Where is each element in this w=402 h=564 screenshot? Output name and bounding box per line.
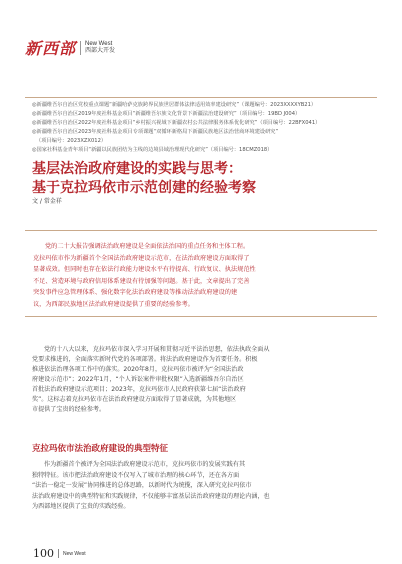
body-line: 党的十八大以来，克拉玛依市深入学习开展和贯彻习近平法治思想，依法执政全面从: [44, 346, 270, 353]
body-line: 法治政府建设中的典型特征和实践规律，不仅能够丰富基层法治政府建设的理论内涵，也: [32, 492, 270, 500]
page-footer: [33, 547, 86, 560]
abstract-line: 显著成效。但同时也存在依法行政能力建设水平有待提高、行政复议、执法规范性: [33, 266, 256, 273]
body-line: 作为新疆首个被评为全国法治政府建设示范市，克拉玛依市的发展实践有其: [44, 461, 246, 468]
section-heading: 克拉玛依市法治政府建设的典型特征: [32, 444, 169, 454]
abstract-line: 不足、营造环境与政府信用体系建设有待加强等问题。基于此，文章提出了完善: [33, 277, 250, 285]
body-line: 首批法治政府建设示范项目；2023年，克拉玛依市人民政府获第七届“法治政府: [32, 386, 246, 393]
funding-note: ◎新疆维吾尔自治区2022年度社科基金项目“乡村振兴视域下新疆农村公共法律服务体系优化研究”（项目编号：22BFX041）: [32, 120, 321, 126]
abstract-top-divider: [25, 230, 377, 231]
intro-paragraph: [32, 345, 370, 415]
journal-name: New West: [63, 550, 86, 557]
body-line: 党要求推进的，全面落实新时代党的各项部署。将法治政府建设作为首要任务。积极: [32, 356, 258, 363]
body-line: 为西部地区提供了宝贵的实践经验。: [32, 503, 130, 510]
journal-logo: 新西部: [25, 39, 77, 58]
logo-divider: [80, 41, 81, 55]
funding-note: ◎新疆维吾尔自治区2023年度社科基金项目专项课题“双循环新格局下新疆民族地区法治营商环境建设研究”: [32, 129, 279, 135]
funding-note: ◎国家社科基金青年项目“新疆以民族团结为主线的边境县域治理现代化研究”（项目编号：18CMZ018）: [32, 147, 273, 153]
footer-divider: [58, 549, 59, 558]
funding-note: （项目编号：2023XZX012）: [36, 138, 107, 144]
abstract-bottom-divider: [25, 316, 377, 317]
author-byline: 文 / 常金祥: [32, 198, 62, 205]
body-line: 府建设示范市”；2022年1月，“个人诉讼案件审批权限”入选新疆维吾尔自治区: [32, 376, 244, 383]
abstract: [33, 241, 369, 310]
header-divider: [25, 97, 377, 98]
title-line: 基于克拉玛依市示范创建的经验考察: [32, 180, 256, 196]
abstract-line: 突发事件应急管理体系、强化数字化法治政府建设等推动法治政府建设的建: [33, 289, 238, 296]
body-line: 推进依法治理各项工作中的落实。2020年8月，克拉玛依市被评为“全国法治政: [32, 366, 244, 373]
abstract-line: 议，为西部民族地区法治政府建设提供了重要的经验参考。: [33, 300, 194, 308]
abstract-line: 党的二十大报告强调法治政府建设是全面依法治国的重点任务和主体工程。: [45, 243, 250, 250]
article-title: [32, 160, 372, 198]
body-line: 市提供了宝贵的经验参考。: [32, 406, 106, 413]
logo-en-line2: 西部大开发: [85, 47, 116, 54]
funding-notes: [32, 101, 372, 155]
body-line: 独特特征。该市把法治政府建设不仅写入了城市治理的核心环节，还在各方面: [32, 471, 240, 479]
section-paragraph: [32, 460, 370, 513]
body-line: 奖”。这标志着克拉玛依市在法治政府建设方面取得了显著成就，为其他地区: [32, 396, 237, 403]
logo-en-line1: New West: [85, 40, 113, 47]
funding-note: ◎新疆维吾尔自治区党校重点课题“新疆哈萨克族跨界民族世居群体法律适用效率建设研究”（课题编号：2023XXXXYB21）: [32, 102, 317, 108]
journal-header: [25, 36, 115, 59]
body-line: “法治一稳定一发展”协同推进的总体思路，以新时代为统揽，深入研究克拉玛依市: [32, 482, 252, 489]
page-number: 100: [33, 547, 54, 560]
journal-logo-en: [85, 41, 115, 55]
title-line: 基层法治政府建设的实践与思考：: [32, 161, 242, 177]
funding-note: ◎新疆维吾尔自治区2019年度社科基金项目“新疆维吾尔族文化背景下新疆法治建设研究”（项目编号：19BD J004）: [32, 111, 301, 117]
abstract-line: 克拉玛依市作为新疆首个全国法治政府建设示范市，在法治政府建设方面取得了: [33, 254, 250, 262]
